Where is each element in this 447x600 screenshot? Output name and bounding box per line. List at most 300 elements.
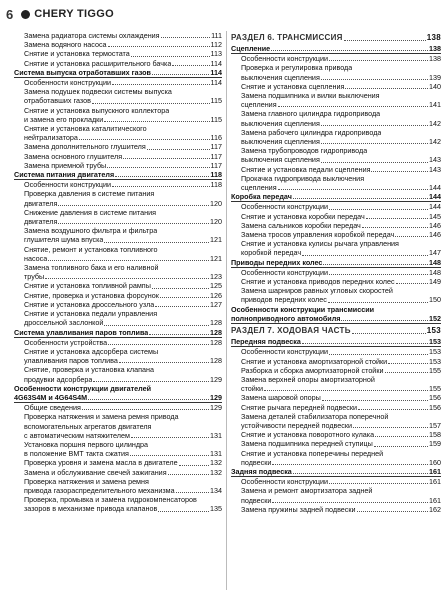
toc-entry-title: Замена тросов управления коробкой передач [241,230,395,240]
toc-page-number: 148 [429,267,441,277]
dot-leader [179,465,209,466]
toc-entry-title: 4G63S4M и 4G64S4M [14,392,88,402]
toc-entry [14,78,222,87]
toc-entry-title: Снятие рычага передней подвески [241,402,358,412]
toc-page-number: 117 [210,151,222,161]
dot-leader [323,264,428,265]
toc-page-number: 129 [210,392,222,402]
toc-entry-line [14,106,222,115]
toc-entry-title: Особенности конструкции [24,78,112,88]
toc-page-number: 153 [429,356,441,366]
toc-entry-title: Замена водяного насоса [24,40,107,50]
toc-page-number: 148 [429,257,441,267]
toc-entry-title: двигателя [24,217,58,227]
dot-leader [344,40,426,41]
toc-entry-title: коробкой передач [241,248,302,258]
toc-entry-title: Проверка, промывка и замена гидрокомпенсаторов [24,495,197,505]
toc-page-number: 153 [426,326,441,336]
toc-page-number: 118 [210,180,222,190]
dot-leader [48,260,209,261]
toc-entry [14,338,222,347]
dot-leader [112,84,210,85]
toc-entry-title: Снятие и установка педали сцепления [241,164,371,174]
toc-section-heading [231,314,441,324]
toc-entry [231,119,441,128]
brand-logo-icon [21,10,30,19]
toc-entry-line [14,365,222,374]
toc-entry [14,458,222,467]
column-divider [226,31,227,590]
toc-entry-title: насоса [24,253,48,263]
toc-entry-line [14,495,222,504]
toc-page-number: 152 [429,313,441,323]
toc-entry [231,430,441,439]
toc-entry-title: Коробка передач [231,192,292,202]
toc-page-number: 147 [429,248,441,258]
toc-entry-title: Замена радиатора системы охлаждения [24,31,160,40]
dot-leader [328,302,428,303]
page-number: 6 [6,6,14,22]
toc-entry [231,212,441,221]
toc-entry-title: Система улавливания паров топлива [14,327,149,337]
toc-entry [14,31,222,40]
toc-entry-line [14,384,222,393]
toc-entry-line [231,449,441,458]
toc-entry-line [231,146,441,155]
toc-page-number: 160 [429,457,441,467]
dot-leader [160,297,209,298]
toc-section-heading [231,337,441,347]
toc-entry-title: Снятие и установка педали управления [24,309,158,319]
toc-section-heading [14,328,222,338]
toc-entry-title: Особенности конструкции [241,267,329,277]
toc-page-number: 138 [429,44,441,53]
toc-entry-title: Снятие и установка амортизаторной стойки [241,356,388,366]
toc-entry [231,403,441,412]
toc-entry [231,439,441,448]
dot-leader [329,209,428,210]
toc-entry-title: Установка поршня первого цилиндра [24,439,149,449]
toc-entry [14,217,222,226]
toc-entry-line [14,208,222,217]
toc-page-number: 161 [429,495,441,505]
dot-leader [362,227,428,228]
toc-entry-title: Замена подшипника передней ступицы [241,439,373,449]
toc-entry [231,268,441,277]
toc-entry-line [231,128,441,137]
toc-page-number: 114 [210,78,222,88]
dot-leader [345,88,428,89]
toc-entry [14,49,222,58]
toc-entry-title: Замена пружины задней подвески [241,504,356,514]
toc-entry [231,202,441,211]
dot-leader [395,236,428,237]
toc-page-number: 128 [210,318,222,328]
toc-section-heading [14,393,222,403]
toc-page-number: 143 [429,164,441,174]
toc-entry [231,248,441,257]
dot-leader [321,125,428,126]
toc-entry-line [231,375,441,384]
dot-leader [272,502,428,503]
dot-leader [366,218,428,219]
toc-entry [231,477,441,486]
toc-entry-title: Снятие и установка коробки передач [241,211,365,221]
toc-page-number: 132 [210,458,222,468]
toc-entry-title: Снятие, проверка и установка клапана [24,365,154,375]
toc-page-number: 128 [210,337,222,347]
dot-leader [272,464,428,465]
toc-entry-title: Система питания двигателя [14,170,115,180]
toc-entry-title: приводов передних колес [241,295,327,305]
toc-entry-line [14,245,222,254]
toc-entry-title: Проверка натяжения и замена ремня [24,476,149,486]
toc-chapter-heading [231,32,441,43]
toc-section-heading [14,68,222,78]
toc-page-number: 131 [210,430,222,440]
toc-entry [14,375,222,384]
toc-page-number: 138 [426,33,441,42]
toc-entry [14,403,222,412]
toc-page-number: 120 [210,198,222,208]
toc-entry [14,449,222,458]
toc-entry [231,165,441,174]
toc-entry-title: с автоматическим натяжителем [24,430,130,440]
dot-leader [155,306,209,307]
toc-entry-title: Снятие и установка расширительного бачка [24,58,172,68]
dot-leader [104,121,209,122]
dot-leader [329,274,428,275]
toc-entry-title: Проверка и регулировка привода [241,63,353,73]
toc-page-number: 155 [429,384,441,394]
toc-entry-title: Замена дополнительного глушителя [24,142,146,152]
toc-entry-title: Снятие и установка термостата [24,49,130,59]
toc-page-number: 125 [210,281,222,291]
toc-entry [231,73,441,82]
dot-leader [353,427,428,428]
toc-entry-title: Замена приемной трубы [24,160,107,170]
dot-leader [168,474,209,475]
toc-entry [231,458,441,467]
toc-entry-title: Особенности конструкции [241,54,329,64]
toc-entry-title: Замена шаровой опоры [241,393,321,403]
toc-entry [231,230,441,239]
toc-entry-title: Замена подушек подвески системы выпуска [24,87,172,97]
toc-page-number: 146 [429,230,441,240]
toc-entry-title: Замена рабочего цилиндра гидропривода [241,127,382,137]
dot-leader [375,436,428,437]
dot-leader [88,399,209,400]
brand-title: CHERY TIGGO [34,8,114,20]
toc-page-number: 146 [429,220,441,230]
toc-page-number: 129 [210,374,222,384]
toc-chapter-heading [231,325,441,336]
dot-leader [104,325,209,326]
toc-page-number: 144 [429,202,441,212]
toc-page-number: 116 [210,133,222,143]
toc-entry [14,40,222,49]
dot-leader [131,437,209,438]
toc-entry [231,183,441,192]
dot-leader [329,354,428,355]
toc-entry [231,155,441,164]
toc-entry-title: Замена трубопроводов гидропривода [241,146,368,156]
toc-entry-title: Снятие и установка топливной рампы [24,281,151,291]
toc-page-number: 113 [210,49,222,59]
dot-leader [93,381,209,382]
toc-entry-line [14,189,222,198]
toc-page-number: 162 [429,504,441,514]
toc-section-heading [231,467,441,477]
dot-leader [152,74,209,75]
toc-entry-line [14,477,222,486]
toc-entry [14,431,222,440]
dot-leader [388,363,428,364]
toc-entry-title: Снятие, проверка и установка форсунок [24,290,159,300]
dot-leader [271,50,428,51]
toc-entry-line [231,412,441,421]
toc-page-number: 121 [210,253,222,263]
toc-entry-line [231,91,441,100]
toc-page-number: 115 [210,96,222,106]
toc-page-number: 161 [429,477,441,487]
dot-leader [302,343,428,344]
toc-entry-title: подвески [241,457,272,467]
dot-leader [371,171,428,172]
toc-left-column [14,31,222,514]
dot-leader [341,320,428,321]
dot-leader [119,362,209,363]
toc-entry [14,272,222,281]
toc-entry [14,281,222,290]
dot-leader [131,56,210,57]
dot-leader [278,106,428,107]
toc-entry-title: и замена его прокладки [24,114,104,124]
toc-page-number: 143 [429,155,441,165]
toc-entry-title: нейтрализатора [24,133,78,143]
toc-entry-title: Особенности конструкции [24,180,112,190]
toc-page-number: 117 [210,142,222,152]
toc-entry-title: Замена и ремонт амортизатора задней [241,486,373,496]
toc-page-number: 141 [429,100,441,110]
toc-page-number: 127 [210,299,222,309]
toc-page-number: 120 [210,217,222,227]
dot-leader [302,255,428,256]
toc-entry-line [231,109,441,118]
toc-entry-line [231,239,441,248]
toc-entry-title: Замена главного цилиндра гидропривода [241,109,381,119]
toc-entry [14,468,222,477]
toc-entry-line [231,486,441,495]
toc-entry [231,295,441,304]
toc-entry-title: глушителя шума впуска [24,235,104,245]
toc-entry [231,366,441,375]
dot-leader [358,409,428,410]
toc-page-number: 132 [210,467,222,477]
toc-entry-title: Особенности конструкции двигателей [14,383,152,393]
toc-entry-title: Особенности конструкции трансмиссии [231,304,375,314]
toc-entry-title: Замена сальников коробки передач [241,220,361,230]
toc-entry [14,291,222,300]
toc-entry-title: сцепления [241,100,277,110]
toc-entry-title: улавливания паров топлива [24,356,118,366]
toc-entry-title: Замена топливного бака и его наливной [24,263,159,273]
toc-entry-title: Передняя подвеска [231,337,301,347]
toc-entry-line [14,263,222,272]
toc-entry-title: РАЗДЕЛ 7. ХОДОВАЯ ЧАСТЬ [231,326,351,336]
toc-entry-title: в положение ВМТ такта сжатия [24,449,129,459]
toc-entry-title: Снятие и установка поворотного кулака [241,430,375,440]
toc-entry [14,96,222,105]
toc-entry-title: Снятие и установка кулисы рычага управления [241,239,399,249]
toc-entry [14,115,222,124]
toc-page-number: 144 [429,192,441,202]
toc-entry-title: Замена верхней опоры амортизаторной [241,374,375,384]
dot-leader [321,162,428,163]
toc-entry [231,505,441,514]
toc-page-number: 153 [429,347,441,357]
toc-entry-title: подвески [241,495,272,505]
toc-page-number: 114 [210,67,222,77]
toc-page-number: 112 [210,40,222,50]
toc-entry [14,504,222,513]
toc-page-number: 135 [210,504,222,514]
dot-leader [293,473,428,474]
toc-entry-title: Проверка давления в системе питания [24,189,155,199]
toc-page-number: 115 [210,114,222,124]
toc-entry [231,496,441,505]
toc-page-number: 157 [429,420,441,430]
toc-page-number: 131 [210,449,222,459]
dot-leader [329,60,428,61]
toc-entry [14,152,222,161]
toc-page-number: 161 [429,466,441,476]
toc-entry [14,180,222,189]
toc-page-number: 145 [429,211,441,221]
toc-entry [231,221,441,230]
toc-section-heading [231,192,441,202]
toc-entry-title: Снятие и установка выпускного коллектора [24,105,170,115]
toc-entry-title: Замена воздушного фильтра и фильтра [24,226,158,236]
toc-entry-title: привода газораспределительного механизма [24,485,175,495]
toc-page-number: 139 [429,72,441,82]
toc-entry-title: Особенности устройства [24,337,108,347]
toc-entry-line [231,305,441,314]
dot-leader [321,79,428,80]
toc-section-heading [14,170,222,180]
toc-entry-title: сцепления [241,183,277,193]
toc-entry-title: Общие сведения [24,403,81,413]
toc-entry [14,318,222,327]
toc-entry [231,357,441,366]
dot-leader [176,492,209,493]
toc-entry-line [231,286,441,295]
toc-entry-title: трубы [24,272,45,282]
toc-page-number: 149 [429,277,441,287]
toc-entry [231,421,441,430]
dot-leader [172,65,209,66]
toc-entry-title: Особенности конструкции [241,477,329,487]
dot-leader [107,167,209,168]
toc-entry-title: Особенности конструкции [241,202,329,212]
toc-entry [231,384,441,393]
dot-leader [161,37,210,38]
toc-entry-title: Замена основного глушителя [24,151,123,161]
dot-leader [79,139,210,140]
toc-page-number: 111 [211,31,222,40]
toc-entry [231,100,441,109]
toc-entry [14,59,222,68]
toc-page-number: 142 [429,118,441,128]
toc-entry [14,199,222,208]
toc-entry-title: Замена шарниров равных угловых скоростей [241,286,393,296]
toc-page-number: 114 [210,58,222,68]
toc-entry-line [231,174,441,183]
toc-entry-line [14,87,222,96]
toc-page-number: 128 [210,356,222,366]
toc-entry [14,300,222,309]
toc-entry-line [14,440,222,449]
toc-page-number: 123 [210,272,222,282]
dot-leader [293,198,428,199]
dot-leader [322,400,428,401]
toc-entry-title: Снятие и установка каталитического [24,124,147,134]
toc-page-number: 142 [429,137,441,147]
toc-entry-title: полноприводного автомобиля [231,313,341,323]
toc-entry-title: вспомогательных агрегатов двигателя [24,421,152,431]
toc-entry-title: Задняя подвеска [231,466,292,476]
dot-leader [104,242,209,243]
toc-entry-title: Снятие и установка приводов передних колес [241,277,395,287]
dot-leader [385,372,429,373]
toc-entry-title: стойки [241,384,263,394]
toc-entry [231,393,441,402]
toc-page-number: 140 [429,81,441,91]
toc-entry-title: Замена и обслуживание свечей зажигания [24,467,167,477]
toc-entry-title: выключения сцепления [241,118,320,128]
toc-entry-title: Снятие и установка адсорбера системы [24,346,159,356]
dot-leader [329,483,428,484]
dot-leader [58,205,209,206]
toc-entry-title: выключения сцепления [241,72,320,82]
toc-page-number: 128 [210,327,222,337]
toc-entry-title: Проверка уровня и замена масла в двигателе [24,458,178,468]
toc-entry-line [14,412,222,421]
dot-leader [130,455,209,456]
toc-entry-title: выключения сцепления [241,155,320,165]
toc-entry [231,82,441,91]
toc-entry [14,161,222,170]
toc-entry-title: Сцепление [231,44,271,53]
toc-entry [14,142,222,151]
toc-entry-title: Снижение давления в системе питания [24,207,157,217]
toc-entry-line [14,347,222,356]
toc-entry-title: продувки адсорбера [24,374,93,384]
dot-leader [82,409,209,410]
dot-leader [158,511,209,512]
toc-entry-title: Снятие и установка сцепления [241,81,345,91]
dot-leader [396,283,428,284]
toc-entry-line [14,124,222,133]
toc-page-number: 158 [429,430,441,440]
page-header [6,5,114,23]
toc-entry [231,54,441,63]
dot-leader [149,334,209,335]
toc-entry-title: РАЗДЕЛ 6. ТРАНСМИССИЯ [231,33,343,42]
dot-leader [352,333,426,334]
toc-entry-title: Система выпуска отработавших газов [14,67,151,77]
toc-entry-title: выключения сцепления [241,137,320,147]
